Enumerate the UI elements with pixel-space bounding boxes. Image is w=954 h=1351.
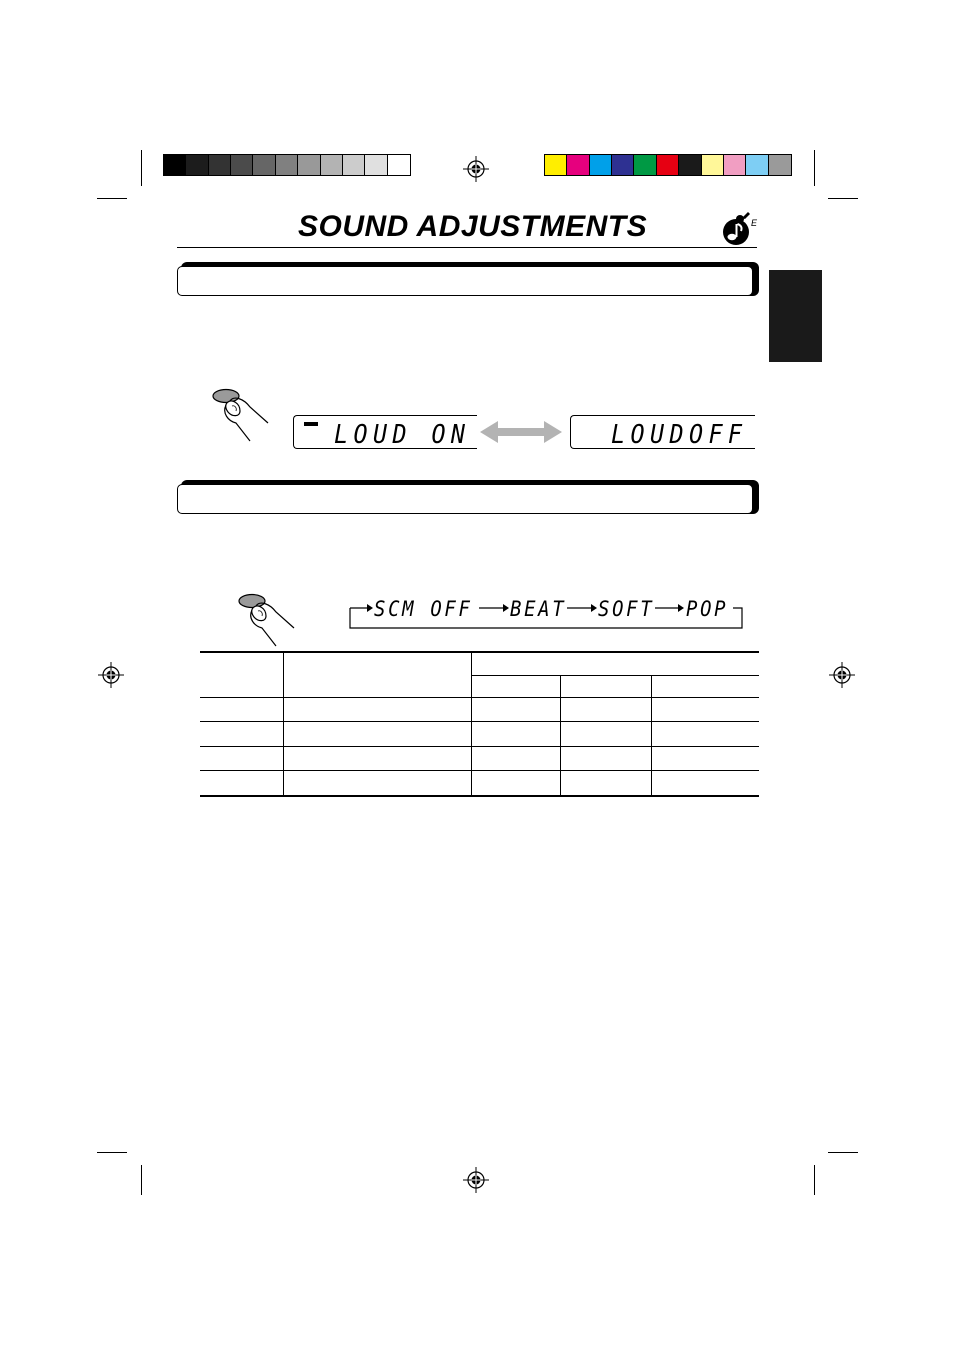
crop-mark (828, 198, 858, 199)
calibration-swatch (702, 155, 724, 175)
calibration-swatch (253, 155, 275, 175)
lcd-text: LOUD ON (334, 420, 471, 450)
crop-mark (141, 1165, 142, 1195)
calibration-swatch (679, 155, 701, 175)
crop-mark (97, 198, 127, 199)
calibration-swatch (545, 155, 567, 175)
calibration-swatch (231, 155, 253, 175)
crop-mark (814, 1165, 815, 1195)
calibration-swatch (657, 155, 679, 175)
calibration-swatch (724, 155, 746, 175)
table-column-rule (471, 653, 472, 795)
calibration-swatch (209, 155, 231, 175)
section-header-scm (177, 484, 753, 514)
lcd-text: LOUDOFF (611, 420, 748, 450)
lcd-display-loud-off (570, 415, 755, 449)
calibration-swatch (634, 155, 656, 175)
calibration-swatch (186, 155, 208, 175)
language-tab (769, 270, 822, 362)
scm-mode-beat: BEAT (510, 597, 567, 621)
page-title: SOUND ADJUSTMENTS (298, 210, 648, 243)
registration-mark-icon (829, 662, 855, 688)
calibration-swatch (343, 155, 365, 175)
lcd-display-loud-on (293, 415, 477, 449)
music-note-icon (718, 210, 758, 246)
calibration-swatch (769, 155, 791, 175)
table-column-rule (283, 653, 284, 795)
table-column-rule (651, 676, 652, 795)
calibration-swatch (746, 155, 768, 175)
calibration-swatch (298, 155, 320, 175)
table-rule (471, 675, 759, 676)
calibration-swatch (276, 155, 298, 175)
finger-press-icon (236, 590, 298, 648)
registration-mark-icon (463, 156, 489, 182)
calibration-swatch (612, 155, 634, 175)
table-rule (200, 795, 759, 797)
double-arrow-icon (480, 420, 562, 444)
color-calibration-bar (544, 154, 792, 176)
calibration-swatch (164, 155, 186, 175)
crop-mark (141, 150, 142, 186)
crop-mark (828, 1152, 858, 1153)
svg-text:E: E (751, 218, 758, 228)
scm-mode-pop: POP (686, 597, 729, 621)
calibration-swatch (321, 155, 343, 175)
scm-mode-scm-off: SCM OFF (374, 597, 473, 621)
registration-mark-icon (463, 1167, 489, 1193)
finger-press-icon (210, 385, 272, 443)
calibration-swatch (388, 155, 410, 175)
crop-mark (814, 150, 815, 186)
registration-mark-icon (98, 662, 124, 688)
scm-mode-soft: SOFT (598, 597, 655, 621)
crop-mark (97, 1152, 127, 1153)
loudness-indicator (304, 422, 318, 426)
calibration-swatch (365, 155, 387, 175)
calibration-swatch (590, 155, 612, 175)
table-column-rule (560, 676, 561, 795)
grayscale-calibration-bar (163, 154, 411, 176)
calibration-swatch (567, 155, 589, 175)
title-rule (177, 247, 757, 248)
section-header-loudness (177, 266, 753, 296)
